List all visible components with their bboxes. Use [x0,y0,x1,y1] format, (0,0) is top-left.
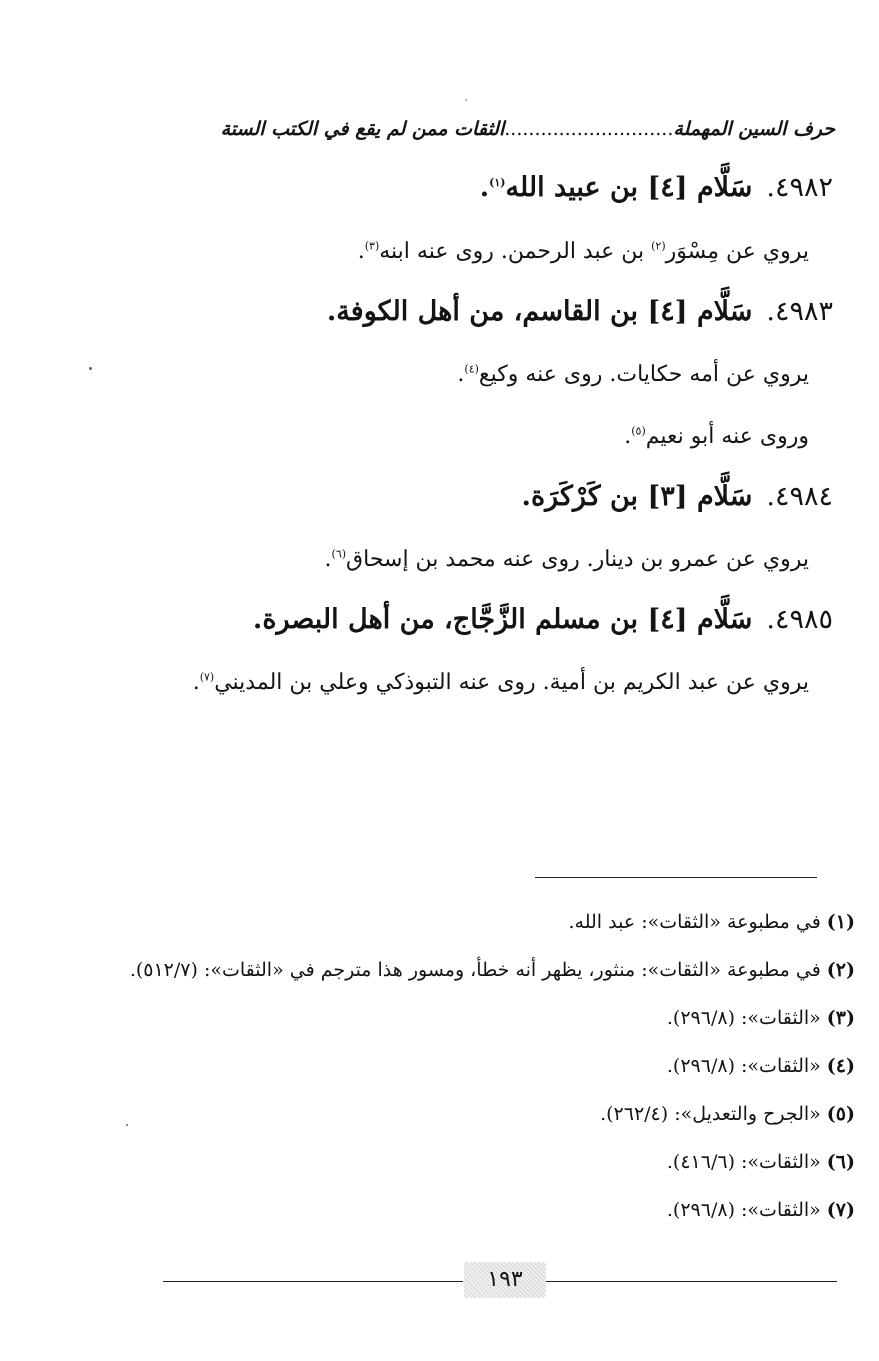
entry-text-end: . [457,362,465,387]
entry-text-end: . [192,670,200,695]
footnote [667,1007,855,1029]
footnote [667,1151,855,1173]
footnote-text: «الثقات»: (٢٩٦/٨). [666,1007,821,1029]
footnote [569,911,856,933]
entry-text [193,670,809,695]
footnote-text: في مطبوعة «الثقات»: عبد الله. [568,911,821,933]
footnote-ref: (٣) [364,239,380,253]
footnote [600,1103,855,1125]
entry-heading [253,604,833,635]
entry-name: سَلَّام [٤] بن القاسم، من أهل الكوفة. [326,296,753,327]
footnote-number: (٢) [826,959,855,981]
footnote-number: (٦) [826,1151,855,1173]
footnote-separator [535,877,817,878]
entry-text-part: يروي عن مِسْوَر [665,239,809,264]
header-dots: ............................ [504,118,674,140]
footer-rule-left [163,1281,463,1282]
running-header [165,118,835,140]
entry-name: سَلَّام [٣] بن كَرْكَرَة. [521,481,753,512]
footnote-ref: (٧) [199,670,215,684]
scan-speck [126,1124,128,1126]
footnote [667,1055,855,1077]
footnote-text: في مطبوعة «الثقات»: منثور، يظهر أنه خطأ، ومسور هذا مترجم في «الثقات»: (٥١٢/٧). [129,959,821,981]
entry-heading [480,172,833,203]
entry-text-part: يروي عن أمه حكايات. روى عنه وكيع [478,362,809,387]
footnote [130,959,855,981]
entry-text-part: وروى عنه أبو نعيم [645,424,809,449]
footnote-text: «الثقات»: (٢٩٦/٨). [666,1199,821,1221]
footnote-ref: (٢) [651,239,666,253]
footnote-number: (٤) [826,1055,855,1077]
entry-heading [522,481,833,512]
header-section-title: حرف السين المهملة [673,118,835,140]
entry-number: ٤٩٨٢. [766,172,833,203]
footnote-number: (٣) [826,1007,855,1029]
footnote-number: (١) [826,911,855,933]
scan-speck [465,99,467,101]
footnote-text: «الثقات»: (٢٩٦/٨). [666,1055,821,1077]
page-number: ١٩٣ [464,1262,546,1298]
entry-text-part: بن عبد الرحمن. روى عنه ابنه [379,239,652,264]
footnote-ref: (٤) [464,362,479,376]
entry-number: ٤٩٨٣. [766,296,833,327]
entry-text-part: يروي عن عمرو بن دينار. روى عنه محمد بن إسحاق [346,547,809,572]
entry-number: ٤٩٨٥. [766,604,833,635]
entry-text [457,362,809,387]
footnote-ref: (١) [489,176,506,189]
entry-text-end: . [357,239,365,264]
footnote-number: (٥) [826,1103,855,1125]
footnote-number: (٧) [826,1199,855,1221]
entry-number: ٤٩٨٤. [766,481,833,512]
entry-text [358,239,809,264]
scan-speck [89,367,92,370]
entry-text-part: يروي عن عبد الكريم بن أمية. روى عنه التبوذكي وعلي بن المديني [214,670,809,695]
footer-rule-right [545,1281,837,1282]
footnote-ref: (٥) [631,424,646,438]
footnote [667,1199,855,1221]
entry-name: سَلَّام [٤] بن مسلم الزَّجَّاج، من أهل البصرة. [252,604,753,635]
footnote-text: «الثقات»: (٤١٦/٦). [666,1151,821,1173]
entry-text [624,424,809,449]
entry-heading [327,296,833,327]
entry-name: سَلَّام [٤] بن عبيد الله [505,172,753,203]
entry-text-end: . [324,547,332,572]
header-book-title: الثقات ممن لم يقع في الكتب الستة [220,118,505,140]
entry-text-end: . [624,424,632,449]
footnote-text: «الجرح والتعديل»: (٢٦٢/٤). [600,1103,821,1125]
entry-text [325,547,809,572]
footnote-ref: (٦) [331,547,347,561]
entry-name-end: . [479,172,490,203]
